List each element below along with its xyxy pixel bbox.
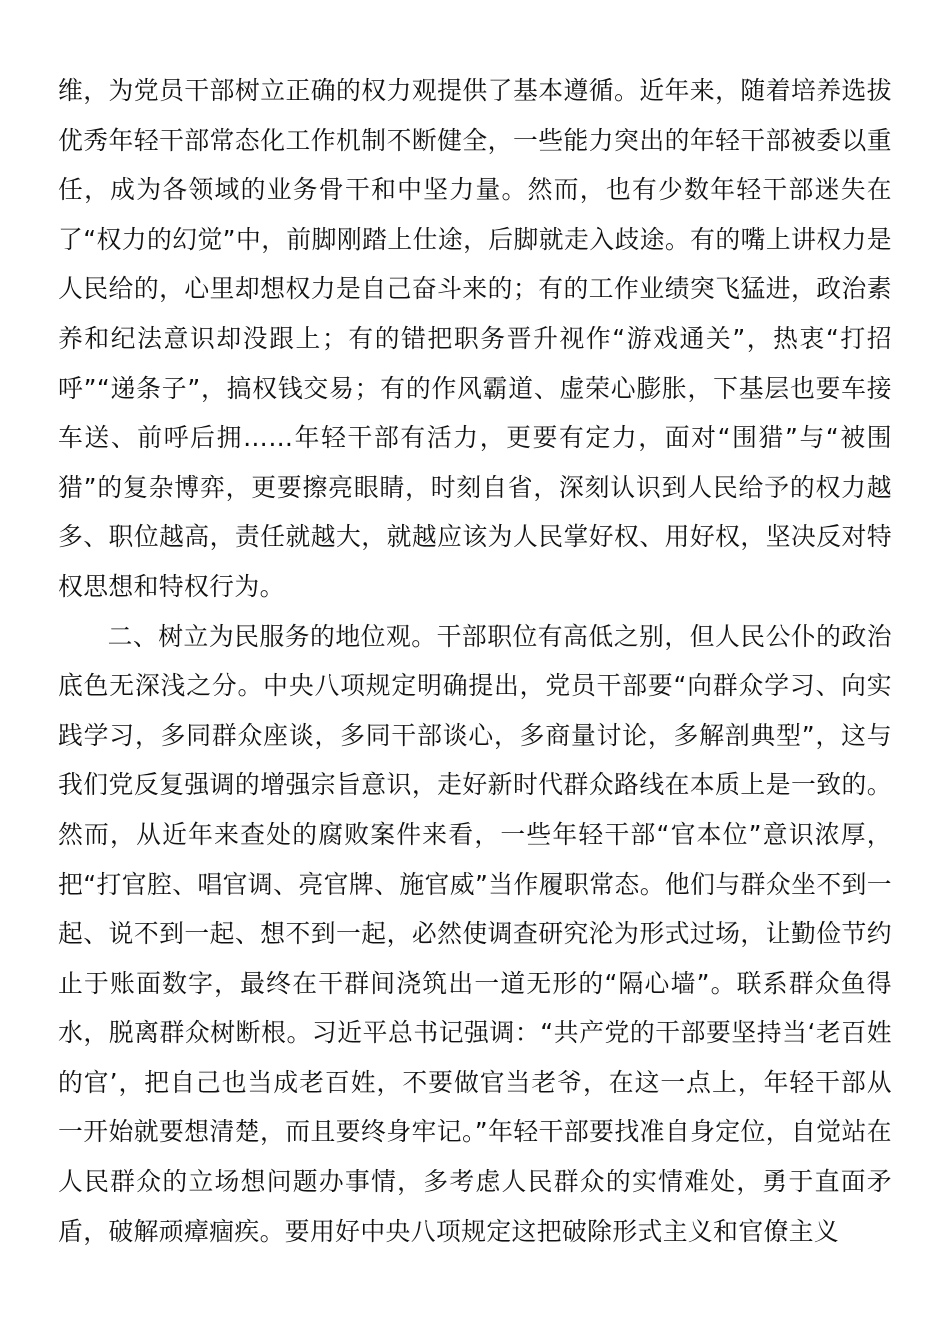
paragraph-power-view: 维，为党员干部树立正确的权力观提供了基本遵循。近年来，随着培养选拔优秀年轻干部常态化工作机制不断健全，一些能力突出的年轻干部被委以重任，成为各领域的业务骨干和中坚力量。然而，也有少数年轻干部迷失在了“权力的幻觉”中，前脚刚踏上仕途，后脚就走入歧途。有的嘴上讲权力是人民给的，心里却想权力是自己奋斗来的；有的工作业绩突飞猛进，政治素养和纪法意识却没跟上；有的错把职务晋升视作“游戏通关”，热衷“打招呼”“递条子”，搞权钱交易；有的作风霸道、虚荣心膨胀，下基层也要车接车送、前呼后拥……年轻干部有活力，更要有定力，面对“围猎”与“被围猎”的复杂博弈，更要擦亮眼睛，时刻自省，深刻认识到人民给予的权力越多、职位越高，责任就越大，就越应该为人民掌好权、用好权，坚决反对特权思想和特权行为。 (58, 76, 892, 601)
paragraph-service-status-view: 二、树立为民服务的地位观。干部职位有高低之别，但人民公仆的政治底色无深浅之分。中央八项规定明确提出，党员干部要“向群众学习、向实践学习，多同群众座谈，多同干部谈心，多商量讨论，多解剖典型”，这与我们党反复强调的增强宗旨意识，走好新时代群众路线在本质上是一致的。然而，从近年来查处的腐败案件来看，一些年轻干部“官本位”意识浓厚，把“打官腔、唱官调、亮官牌、施官威”当作履职常态。他们与群众坐不到一起、说不到一起、想不到一起，必然使调查研究沦为形式过场，让勤俭节约止于账面数字，最终在干群间浇筑出一道无形的“隔心墙”。联系群众鱼得水，脱离群众树断根。习近平总书记强调：“共产党的干部要坚持当‘老百姓的官’，把自己也当成老百姓，不要做官当老爷，在这一点上，年轻干部从一开始就要想清楚，而且要终身牢记。”年轻干部要找准自身定位，自觉站在人民群众的立场想问题办事情，多考虑人民群众的实情难处，勇于直面矛盾，破解顽瘴痼疾。要用好中央八项规定这把破除形式主义和官僚主义 (58, 621, 892, 1246)
document-body (58, 66, 892, 1256)
